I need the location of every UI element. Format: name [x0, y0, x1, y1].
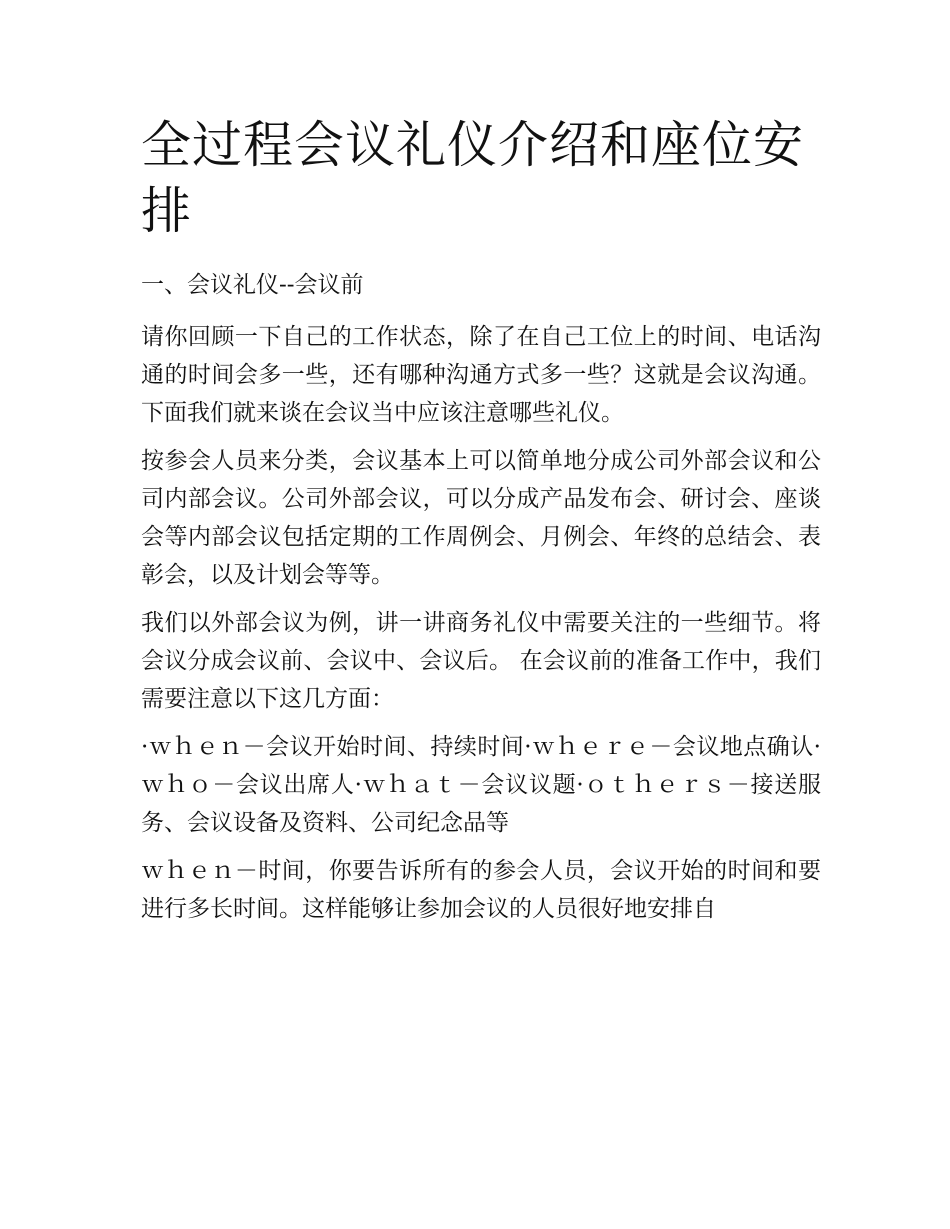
paragraph-when: ｗｈｅｎ－时间，你要告诉所有的参会人员，会议开始的时间和要进行多长时间。这样能够让参加会议的人员很好地安排自 — [141, 858, 821, 922]
document-body — [141, 112, 821, 938]
paragraph-external-meeting: 我们以外部会议为例，讲一讲商务礼仪中需要关注的一些细节。将会议分成会议前、会议中、会议后。 在会议前的准备工作中，我们需要注意以下这几方面： — [141, 610, 821, 712]
paragraph-intro: 请你回顾一下自己的工作状态，除了在自己工位上的时间、电话沟通的时间会多一些，还有哪种沟通方式多一些？这就是会议沟通。下面我们就来谈在会议当中应该注意哪些礼仪。 — [141, 324, 821, 426]
paragraph-checklist: ·ｗｈｅｎ－会议开始时间、持续时间·ｗｈｅｒｅ－会议地点确认·ｗｈｏ－会议出席人·ｗｈａｔ－会议议题·ｏｔｈｅｒｓ－接送服务、会议设备及资料、公司纪念品等 — [141, 734, 821, 836]
paragraph-meeting-types: 按参会人员来分类，会议基本上可以简单地分成公司外部会议和公司内部会议。公司外部会议，可以分成产品发布会、研讨会、座谈会等内部会议包括定期的工作周例会、月例会、年终的总结会、表彰会，以及计划会等等。 — [141, 448, 821, 588]
document-title: 全过程会议礼仪介绍和座位安排 — [141, 116, 804, 240]
section-heading: 一、会议礼仪--会议前 — [141, 272, 364, 298]
